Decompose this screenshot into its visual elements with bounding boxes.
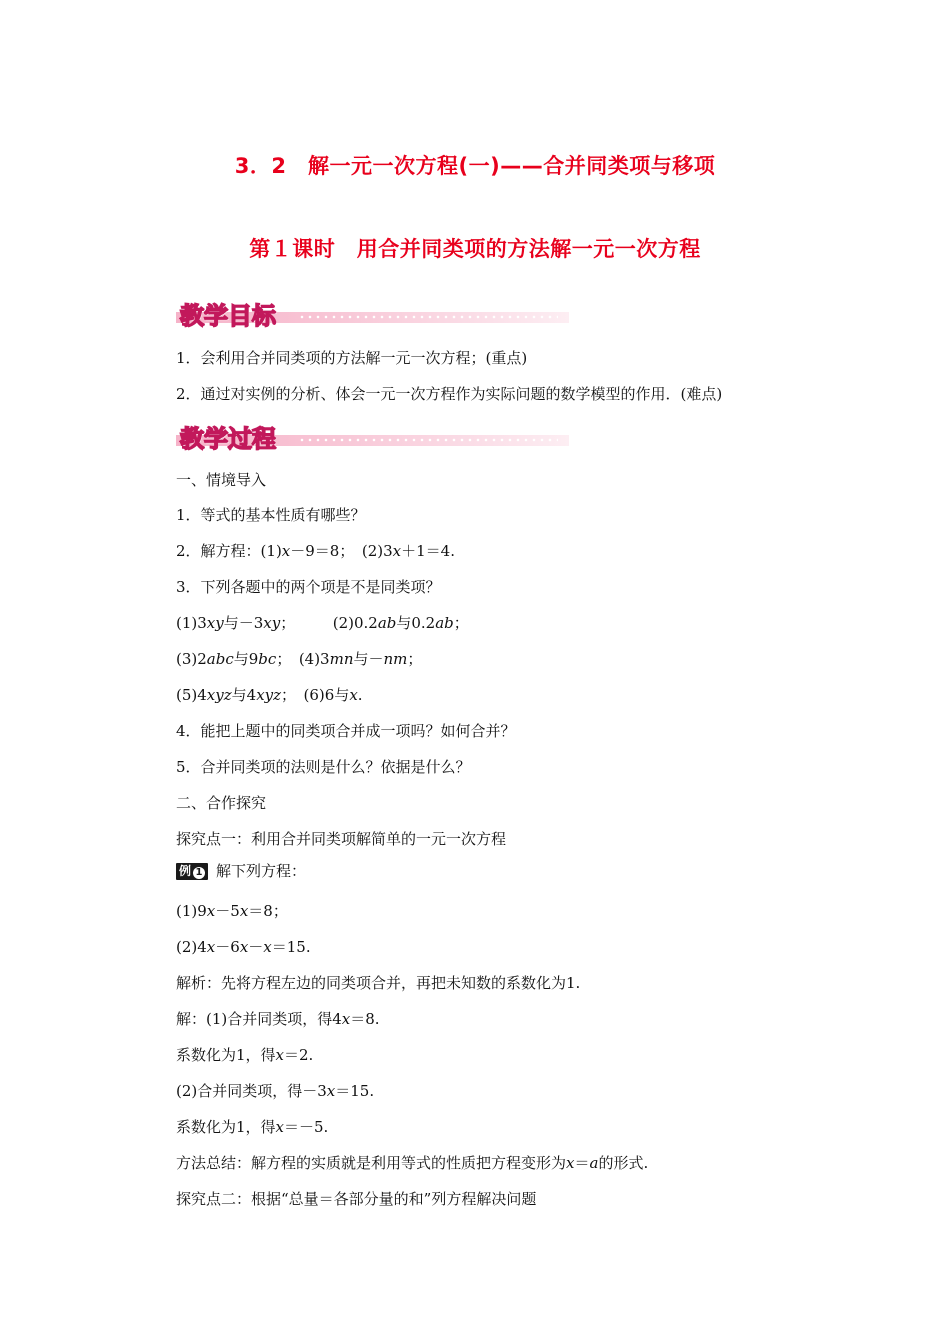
question-item: 4．能把上题中的同类项合并成一项吗？如何合并？	[176, 722, 516, 740]
lesson-subtitle: 第１课时 用合并同类项的方法解一元一次方程	[249, 237, 701, 261]
term-pair-row: (1)3xy与－3xy； (2)0.2ab与0.2ab；	[176, 614, 469, 632]
example-badge: 例 1	[176, 863, 208, 880]
explore-point: 探究点一：利用合并同类项解简单的一元一次方程	[176, 830, 507, 848]
equation-item: (1)9x－5x＝8；	[176, 902, 288, 920]
equation-item: (2)4x－6x－x＝15.	[176, 938, 311, 956]
solution-step: (2)合并同类项，得－3x＝15.	[176, 1082, 375, 1100]
banner-dots	[298, 315, 558, 319]
example-line: 例 1 解下列方程：	[176, 860, 306, 882]
goal-item: 1．会利用合并同类项的方法解一元一次方程；(重点)	[176, 349, 528, 367]
question-item: 2．解方程：(1)x－9＝8； (2)3x＋1＝4.	[176, 542, 455, 560]
solution-step: 解：(1)合并同类项，得4x＝8.	[176, 1010, 380, 1028]
question-item: 1．等式的基本性质有哪些？	[176, 506, 366, 524]
section-heading: 一、情境导入	[176, 471, 267, 489]
solution-step: 系数化为1，得x＝2.	[176, 1046, 314, 1064]
teaching-goals-banner	[176, 296, 569, 330]
banner-label: 教学目标	[180, 302, 276, 330]
question-item: 5．合并同类项的法则是什么？依据是什么？	[176, 758, 471, 776]
solution-step: 系数化为1，得x＝－5.	[176, 1118, 329, 1136]
question-item: 3．下列各题中的两个项是不是同类项？	[176, 578, 441, 596]
teaching-process-banner	[176, 419, 569, 453]
goal-item: 2．通过对实例的分析、体会一元一次方程作为实际问题的数学模型的作用．(难点)	[176, 385, 723, 403]
banner-label: 教学过程	[180, 425, 276, 453]
section-heading: 二、合作探究	[176, 794, 267, 812]
analysis-text: 解析：先将方程左边的同类项合并，再把未知数的系数化为1.	[176, 974, 581, 992]
banner-dots	[298, 438, 558, 442]
main-title: 3．2 解一元一次方程(一)——合并同类项与移项	[234, 154, 716, 178]
explore-point: 探究点二：根据“总量＝各部分量的和”列方程解决问题	[176, 1190, 537, 1208]
method-summary: 方法总结：解方程的实质就是利用等式的性质把方程变形为x＝a的形式.	[176, 1154, 649, 1172]
term-pair-row: (5)4xyz与4xyz； (6)6与x.	[176, 686, 363, 704]
term-pair-row: (3)2abc与9bc； (4)3mn与－nm；	[176, 650, 423, 668]
